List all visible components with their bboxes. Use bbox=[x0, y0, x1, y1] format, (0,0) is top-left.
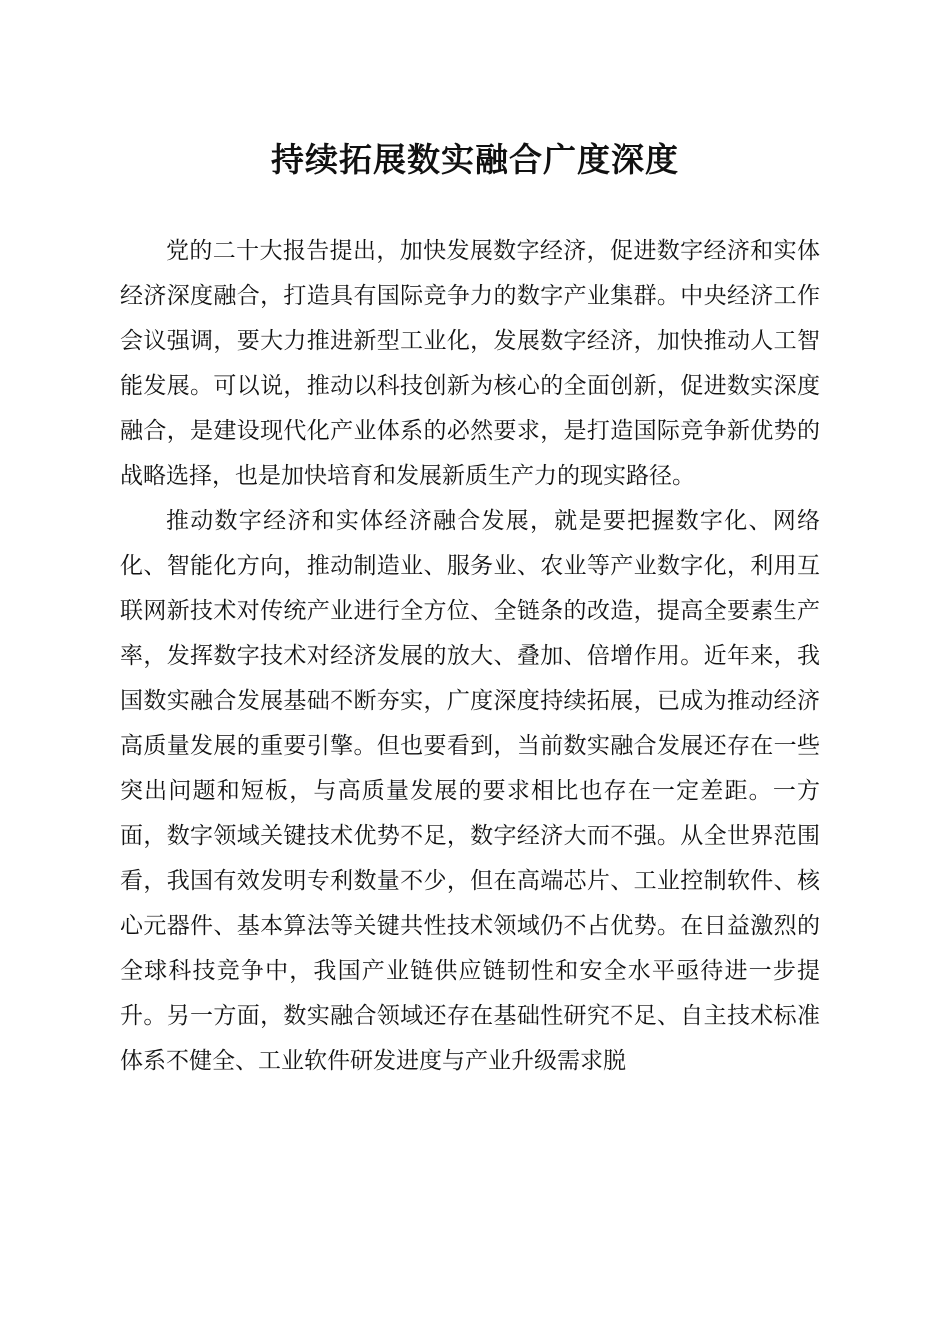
paragraph: 党的二十大报告提出，加快发展数字经济，促进数字经济和实体经济深度融合，打造具有国际竞争力的数字产业集群。中央经济工作会议强调，要大力推进新型工业化，发展数字经济，加快推动人工智能发展。可以说，推动以科技创新为核心的全面创新，促进数实深度融合，是建设现代化产业体系的必然要求，是打造国际竞争新优势的战略选择，也是加快培育和发展新质生产力的现实路径。 bbox=[120, 238, 820, 489]
document-body bbox=[120, 229, 820, 1084]
paragraph: 推动数字经济和实体经济融合发展，就是要把握数字化、网络化、智能化方向，推动制造业、服务业、农业等产业数字化，利用互联网新技术对传统产业进行全方位、全链条的改造，提高全要素生产率，发挥数字技术对经济发展的放大、叠加、倍增作用。近年来，我国数实融合发展基础不断夯实，广度深度持续拓展，已成为推动经济高质量发展的重要引擎。但也要看到，当前数实融合发展还存在一些突出问题和短板，与高质量发展的要求相比也存在一定差距。一方面，数字领域关键技术优势不足，数字经济大而不强。从全世界范围看，我国有效发明专利数量不少，但在高端芯片、工业控制软件、核心元器件、基本算法等关键共性技术领域仍不占优势。在日益激烈的全球科技竞争中，我国产业链供应链韧性和安全水平亟待进一步提升。另一方面，数实融合领域还存在基础性研究不足、自主技术标准体系不健全、工业软件研发进度与产业升级需求脱 bbox=[120, 508, 820, 1074]
document-title: 持续拓展数实融合广度深度 bbox=[271, 140, 679, 179]
